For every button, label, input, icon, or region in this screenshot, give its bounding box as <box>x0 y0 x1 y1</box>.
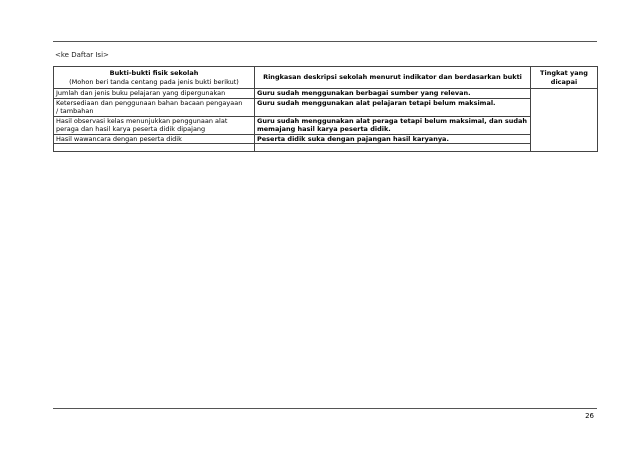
table-header-row <box>54 67 598 89</box>
summary-line: Guru sudah menggunakan alat peraga tetapi belum maksimal, dan sudah <box>257 116 528 125</box>
table-row <box>54 89 598 99</box>
bottom-rule <box>53 408 597 409</box>
evidence-cell-empty <box>54 144 255 152</box>
header-level-line1: Tingkat yang <box>540 69 588 77</box>
evidence-line: Ketersediaan dan penggunaan bahan bacaan pengayaan <box>56 98 243 107</box>
evidence-cell <box>54 98 255 116</box>
table-row <box>54 98 598 116</box>
table-row <box>54 134 598 144</box>
evidence-line: Hasil observasi kelas menunjukkan penggunaan alat <box>56 116 228 125</box>
evidence-cell <box>54 116 255 134</box>
summary-line: memajang hasil karya peserta didik. <box>257 125 391 133</box>
page-number: 26 <box>585 412 594 420</box>
evidence-table <box>53 66 598 152</box>
summary-cell: Guru sudah menggunakan alat pelajaran tetapi belum maksimal. <box>255 98 531 116</box>
header-evidence-subtitle: (Mohon beri tanda centang pada jenis bukti berikut) <box>69 77 239 86</box>
table-of-contents-link[interactable]: <ke Daftar Isi> <box>55 51 109 59</box>
summary-cell: Guru sudah menggunakan berbagai sumber yang relevan. <box>255 89 531 99</box>
header-level <box>531 67 598 89</box>
header-evidence-title: Bukti-bukti fisik sekolah <box>109 69 199 77</box>
table-row-empty <box>54 144 598 152</box>
header-evidence <box>54 67 255 89</box>
evidence-line: / tambahan <box>56 107 94 115</box>
header-level-line2: dicapai <box>550 77 578 86</box>
evidence-cell: Jumlah dan jenis buku pelajaran yang dipergunakan <box>54 89 255 99</box>
summary-cell-empty <box>255 144 531 152</box>
evidence-cell: Hasil wawancara dengan peserta didik <box>54 134 255 144</box>
level-cell <box>531 89 598 152</box>
header-summary: Ringkasan deskripsi sekolah menurut indikator dan berdasarkan bukti <box>255 67 531 89</box>
top-rule <box>53 41 597 42</box>
evidence-line: peraga dan hasil karya peserta didik dipajang <box>56 125 206 133</box>
summary-cell <box>255 116 531 134</box>
summary-cell: Peserta didik suka dengan pajangan hasil karyanya. <box>255 134 531 144</box>
table-row <box>54 116 598 134</box>
